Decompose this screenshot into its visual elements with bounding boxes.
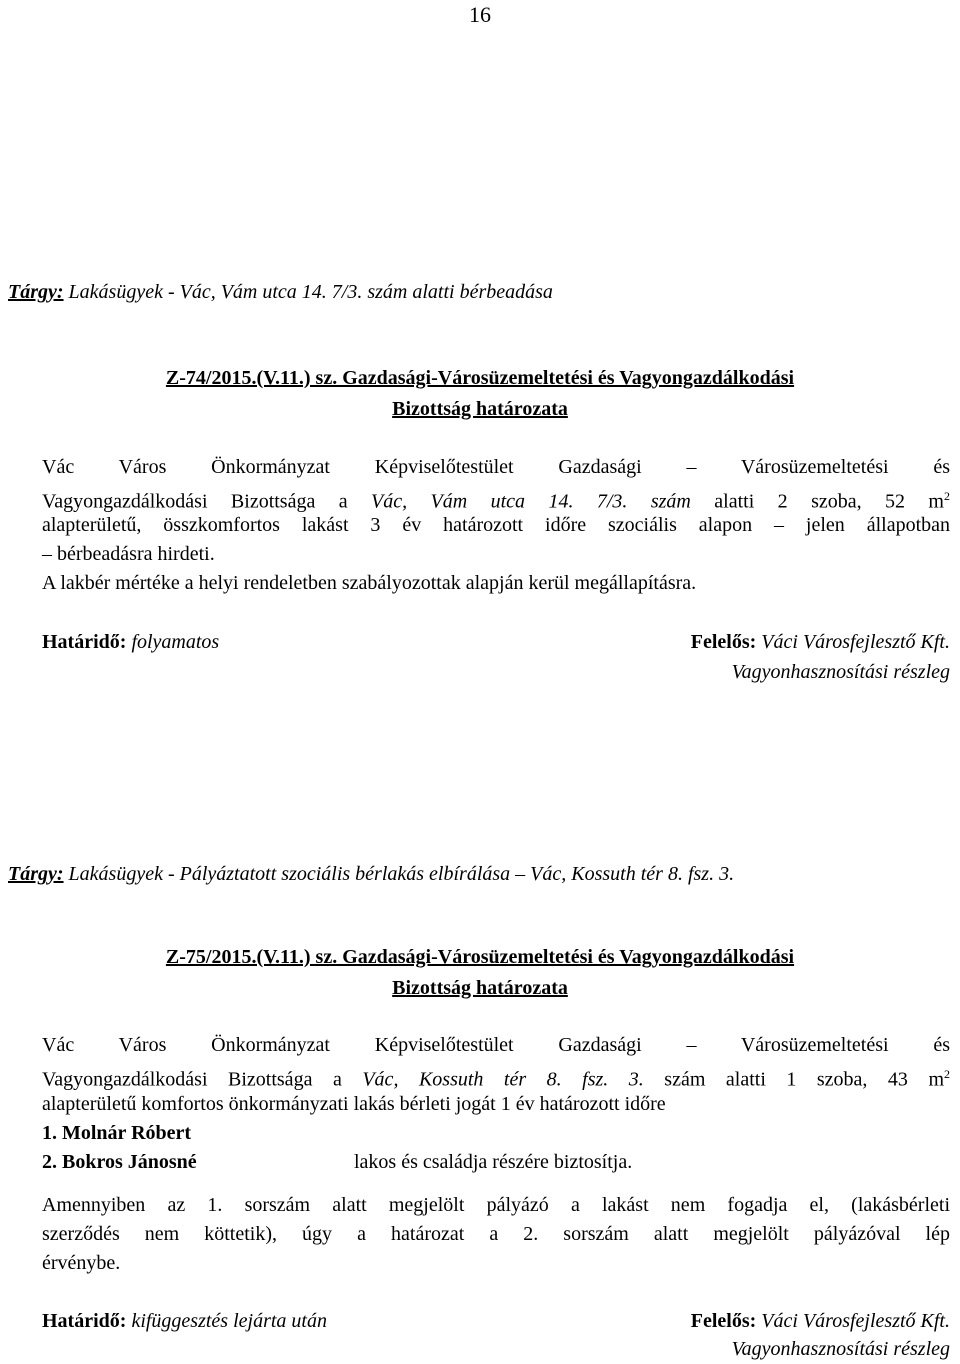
body-line: Vác Város Önkormányzat Képviselőtestület Gazdasági – Városüzemeltetési és bbox=[42, 1034, 950, 1056]
subject-line-1 bbox=[8, 280, 553, 304]
body-line: Vagyongazdálkodási Bizottsága a Vác, Kossuth tér 8. fsz. 3. szám alatti 1 szoba, 43 $m^2$ bbox=[42, 1067, 950, 1091]
responsible: Felelős: Váci Városfejlesztő Kft. bbox=[690, 1310, 950, 1332]
subject-label: Tárgy: bbox=[8, 863, 64, 885]
body-line: alapterületű, összkomfortos lakást 3 év határozott időre szociális alapon – jelen állapotban bbox=[42, 514, 950, 536]
responsible-dept: Vagyonhasznosítási részleg bbox=[731, 661, 950, 683]
responsible-dept: Vagyonhasznosítási részleg bbox=[731, 1338, 950, 1360]
body-line: Vác Város Önkormányzat Képviselőtestület Gazdasági – Városüzemeltetési és bbox=[42, 456, 950, 478]
responsible: Felelős: Váci Városfejlesztő Kft. bbox=[690, 631, 950, 653]
subject-text: Lakásügyek - Vác, Vám utca 14. 7/3. szám alatti bérbeadása bbox=[68, 281, 553, 303]
body-line: A lakbér mértéke a helyi rendeletben szabályozottak alapján kerül megállapításra. bbox=[42, 572, 697, 594]
resolution-title-1: Bizottság határozata bbox=[392, 398, 568, 420]
condition-line: érvénybe. bbox=[42, 1252, 121, 1274]
body-line: alapterületű komfortos önkormányzati lakás bérleti jogát 1 év határozott időre bbox=[42, 1093, 666, 1115]
condition-line: Amennyiben az 1. sorszám alatt megjelölt pályázó a lakást nem fogadja el, (lakásbérleti bbox=[42, 1194, 950, 1216]
subject-line-2 bbox=[8, 862, 734, 886]
applicant-1: 1. Molnár Róbert bbox=[42, 1122, 192, 1144]
resolution-title-2: Bizottság határozata bbox=[392, 977, 568, 999]
deadline: Határidő: folyamatos bbox=[42, 631, 220, 653]
resolution-number-2: Z-75/2015.(V.11.) sz. Gazdasági-Városüzemeltetési és Vagyongazdálkodási bbox=[165, 946, 795, 968]
subject-label: Tárgy: bbox=[8, 281, 64, 303]
subject-text: Lakásügyek - Pályáztatott szociális bérlakás elbírálása – Vác, Kossuth tér 8. fsz. 3. bbox=[68, 863, 735, 885]
applicant-2-rest: lakos és családja részére biztosítja. bbox=[354, 1151, 633, 1173]
deadline: Határidő: kifüggesztés lejárta után bbox=[42, 1310, 327, 1332]
body-line: Vagyongazdálkodási Bizottsága a Vác, Vám utca 14. 7/3. szám alatti 2 szoba, 52 $m^2$ bbox=[42, 489, 950, 513]
applicant-2: 2. Bokros Jánosné bbox=[42, 1151, 197, 1173]
page-number: 16 bbox=[469, 2, 491, 27]
resolution-number-1: Z-74/2015.(V.11.) sz. Gazdasági-Városüzemeltetési és Vagyongazdálkodási bbox=[165, 367, 795, 389]
condition-line: szerződés nem köttetik), úgy a határozat a 2. sorszám alatt megjelölt pályázóval lép bbox=[42, 1223, 950, 1245]
body-line: – bérbeadásra hirdeti. bbox=[42, 543, 215, 565]
